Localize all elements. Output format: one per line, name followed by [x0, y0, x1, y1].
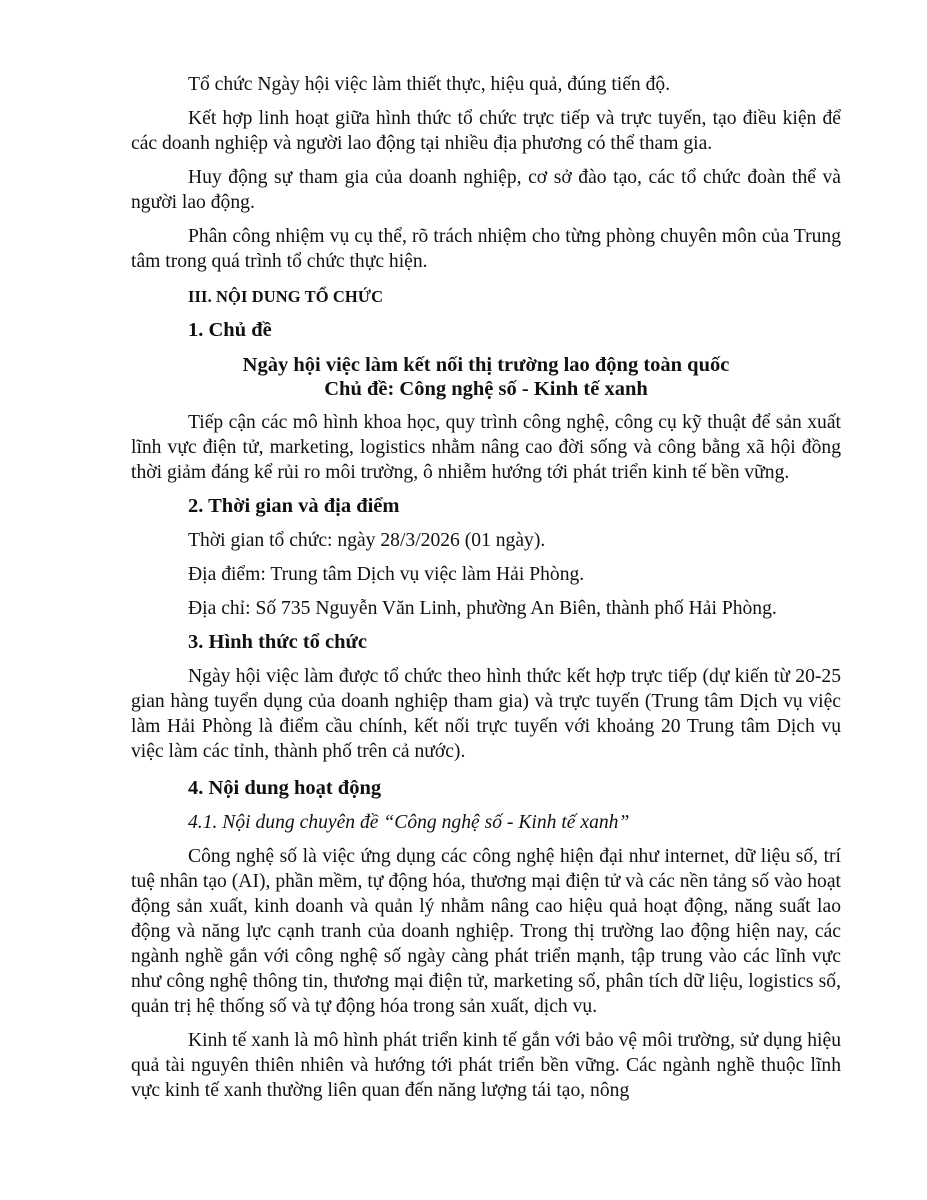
intro-paragraph: Tổ chức Ngày hội việc làm thiết thực, hiệu quả, đúng tiến độ. [188, 74, 671, 95]
intro-paragraph: Huy động sự tham gia của doanh nghiệp, cơ sở đào tạo, các tổ chức đoàn thể và người lao động. [131, 167, 841, 213]
section3-heading: 3. Hình thức tổ chức [188, 631, 367, 653]
section4-heading: 4. Nội dung hoạt động [188, 777, 382, 799]
event-address: Địa chỉ: Số 735 Nguyễn Văn Linh, phường An Biên, thành phố Hải Phòng. [188, 598, 777, 619]
event-place: Địa điểm: Trung tâm Dịch vụ việc làm Hải Phòng. [188, 564, 585, 585]
section1-body: Tiếp cận các mô hình khoa học, quy trình công nghệ, công cụ kỹ thuật để sản xuất lĩnh vực điện tử, marketing, logistics nhằm nâng cao đời sống và công bằng xã hội đồng thời giảm đáng kể rủi ro môi trường, ô nhiễm hướng tới phát triển kinh tế bền vững. [131, 412, 841, 483]
intro-paragraph: Kết hợp linh hoạt giữa hình thức tổ chức trực tiếp và trực tuyến, tạo điều kiện để các doanh nghiệp và người lao động tại nhiều địa phương có thể tham gia. [131, 108, 841, 154]
document-page [131, 72, 841, 1103]
event-time: Thời gian tổ chức: ngày 28/3/2026 (01 ngày). [188, 530, 546, 551]
section4-subheading: 4.1. Nội dung chuyên đề “Công nghệ số - Kinh tế xanh” [188, 812, 630, 833]
section2-heading: 2. Thời gian và địa điểm [188, 495, 400, 517]
section-heading: III. NỘI DUNG TỔ CHỨC [188, 287, 384, 306]
section3-body: Ngày hội việc làm được tổ chức theo hình thức kết hợp trực tiếp (dự kiến từ 20-25 gian hàng tuyển dụng của doanh nghiệp tham gia) và trực tuyến (Trung tâm Dịch vụ việc làm Hải Phòng là điểm cầu chính, kết nối trực tuyến với khoảng 20 Trung tâm Dịch vụ việc làm các tỉnh, thành phố trên cả nước). [131, 666, 841, 762]
section1-heading: 1. Chủ đề [188, 319, 272, 341]
section4-paragraph: Kinh tế xanh là mô hình phát triển kinh tế gắn với bảo vệ môi trường, sử dụng hiệu quả tài nguyên thiên nhiên và hướng tới phát triển bền vững. Các ngành nghề thuộc lĩnh vực kinh tế xanh thường liên quan đến năng lượng tái tạo, nông [131, 1030, 841, 1101]
intro-paragraph: Phân công nhiệm vụ cụ thể, rõ trách nhiệm cho từng phòng chuyên môn của Trung tâm trong quá trình tổ chức thực hiện. [131, 226, 841, 272]
theme-title: Chủ đề: Công nghệ số - Kinh tế xanh [324, 378, 648, 400]
section4-paragraph: Công nghệ số là việc ứng dụng các công nghệ hiện đại như internet, dữ liệu số, trí tuệ nhân tạo (AI), phần mềm, tự động hóa, thương mại điện tử và các nền tảng số vào hoạt động sản xuất, kinh doanh và quản lý nhằm nâng cao hiệu quả hoạt động, năng suất lao động và năng lực cạnh tranh của doanh nghiệp. Trong thị trường lao động hiện nay, các ngành nghề gắn với công nghệ số ngày càng phát triển mạnh, tập trung vào các lĩnh vực như công nghệ thông tin, thương mại điện tử, marketing số, phân tích dữ liệu, logistics số, quản trị hệ thống số và tự động hóa trong sản xuất, dịch vụ. [131, 846, 841, 1017]
event-title: Ngày hội việc làm kết nối thị trường lao động toàn quốc [242, 354, 730, 376]
